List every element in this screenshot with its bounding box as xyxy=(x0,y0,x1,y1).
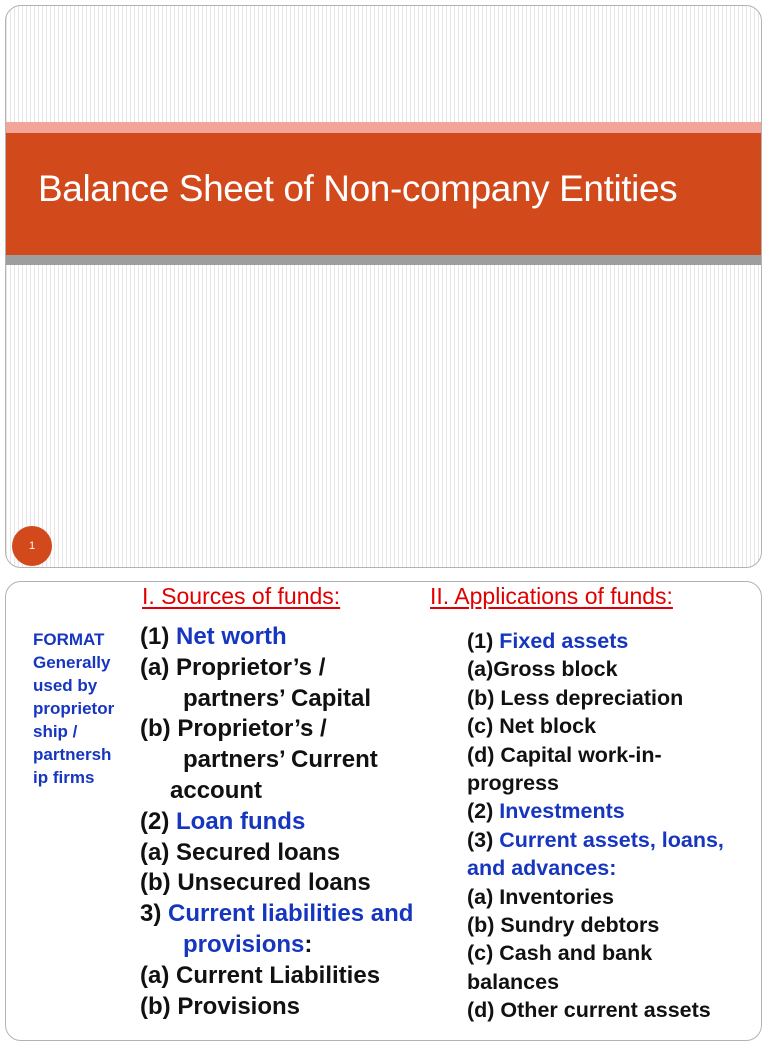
slide-number-badge: 1 xyxy=(12,526,52,566)
list-item: (c) Cash and bank xyxy=(467,941,653,966)
title-band xyxy=(6,133,761,255)
investments-heading: (2) Investments xyxy=(467,799,625,824)
list-item: (b) Sundry debtors xyxy=(467,913,660,938)
current-assets-heading-cont: and advances: xyxy=(467,856,617,881)
list-item: (a) Proprietor’s / xyxy=(140,653,326,681)
format-note-line: proprietor xyxy=(33,699,115,718)
list-item: (b) Proprietor’s / xyxy=(140,715,327,743)
format-note-line: partnersh xyxy=(33,745,112,764)
list-item: (b) Less depreciation xyxy=(467,685,684,710)
list-item: (d) Capital work-in- xyxy=(467,742,662,767)
list-item: (a) Current Liabilities xyxy=(140,961,381,989)
title-slide xyxy=(5,5,762,568)
list-item: (a) Secured loans xyxy=(140,838,341,866)
sources-list xyxy=(140,622,413,1022)
list-item: (b) Unsecured loans xyxy=(140,869,371,897)
sources-header: I. Sources of funds: xyxy=(142,583,341,609)
list-item: (b) Provisions xyxy=(140,992,301,1020)
current-liabilities-heading-cont: provisions: xyxy=(183,930,313,958)
format-note-line: used by xyxy=(33,676,98,695)
current-liabilities-heading: 3) Current liabilities and xyxy=(140,900,414,928)
format-note-line: FORMAT xyxy=(33,630,105,649)
fixed-assets-heading: (1) Fixed assets xyxy=(467,629,629,653)
accent-strip xyxy=(6,122,761,133)
list-item: balances xyxy=(467,969,560,994)
applications-header: II. Applications of funds: xyxy=(430,583,673,609)
list-item: (a)Gross block xyxy=(467,657,618,682)
loan-funds-heading: (2) Loan funds xyxy=(140,807,306,835)
list-item: partners’ Capital xyxy=(183,684,372,712)
format-note-line: ship / xyxy=(33,722,78,741)
format-slide xyxy=(5,581,762,1041)
net-worth-heading: (1) Net worth xyxy=(140,623,287,650)
format-note-line: Generally xyxy=(33,653,111,672)
format-note-line: ip firms xyxy=(33,768,95,787)
format-note xyxy=(33,628,133,789)
list-item: progress xyxy=(467,771,560,796)
list-item: (a) Inventories xyxy=(467,884,614,909)
applications-list xyxy=(467,627,724,1025)
divider-strip xyxy=(6,255,761,265)
list-item: (c) Net block xyxy=(467,714,597,739)
slide-title: Balance Sheet of Non-company Entities xyxy=(38,168,678,209)
list-item: (d) Other current assets xyxy=(467,998,711,1023)
current-assets-heading: (3) Current assets, loans, xyxy=(467,827,724,852)
list-item: account xyxy=(170,776,263,804)
list-item: partners’ Current xyxy=(183,746,378,774)
